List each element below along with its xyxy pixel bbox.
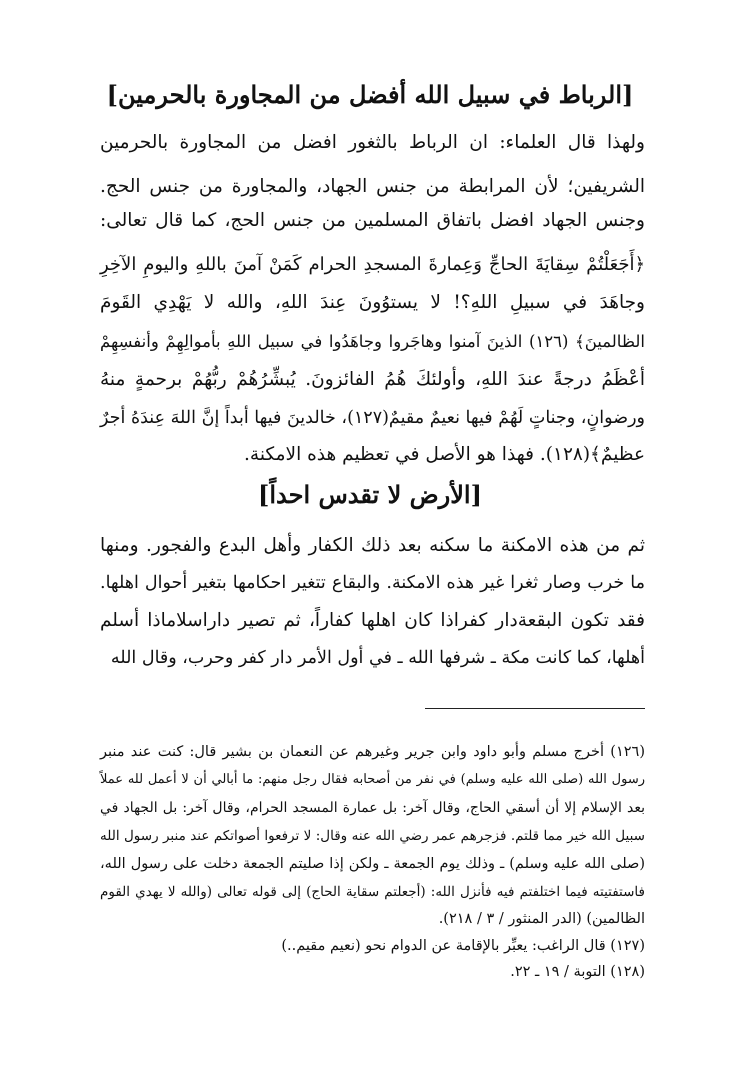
footnote-line: (١٢٧) قال الراغب: يعبِّر بالإقامة عن الدوام نحو (نعيم مقيم..) [281, 938, 645, 954]
body-line: وجنس الجهاد افضل باتفاق المسلمين من جنس الحج، كما قال تعالى: [100, 210, 645, 231]
footnote-separator [425, 708, 645, 709]
body-line: ما خرب وصار ثغرا غير هذه الامكنة. والبقاع تتغير احكامها بتغير أحوال اهلها. [100, 573, 645, 593]
body-line: ﴿أَجَعَلْتُمْ سِقايَةَ الحاجِّ وَعِمارةَ المسجدِ الحرام كَمَنْ آمنَ باللهِ واليومِ الآخِرِ [100, 254, 645, 275]
body-line: الشريفين؛ لأن المرابطة من جنس الجهاد، والمجاورة من جنس الحج. [100, 176, 645, 197]
body-line: عظيمٌ﴾(١٢٨). فهذا هو الأصل في تعظيم هذه الامكنة. [244, 444, 645, 465]
footnote-line: (صلى الله عليه وسلم) ـ وذلك يوم الجمعة ـ ولكن إذا صليتم الجمعة دخلت على رسول الله، [100, 856, 645, 872]
body-line: ولهذا قال العلماء: ان الرباط بالثغور افضل من المجاورة بالحرمين [100, 132, 645, 153]
body-line: وجاهَدَ في سبيلِ اللهِ؟! لا يستوُونَ عِندَ اللهِ، والله لا يَهْدِي القَومَ [100, 292, 645, 313]
section-heading-ribat: [الرباط في سبيل الله أفضل من المجاورة بالحرمين] [106, 80, 634, 109]
body-line: ثم من هذه الامكنة ما سكنه بعد ذلك الكفار وأهل البدع والفجور. ومنها [100, 535, 645, 556]
body-line: فقد تكون البقعةدار كفراذا كان اهلها كفاراً، ثم تصير داراسلاماذا أسلم [100, 610, 645, 631]
footnote-line: فاستفتيته فيما اختلفتم فيه فأنزل الله: (أجعلتم سقاية الحاج) إلى قوله تعالى (والله لا يهدي القوم [100, 884, 645, 900]
footnote-line: (١٢٨) التوبة / ١٩ ـ ٢٢. [510, 964, 645, 980]
footnote-line: بعد الإسلام إلا أن أسقي الحاج، وقال آخر: بل عمارة المسجد الحرام، وقال آخر: بل الجهاد في [100, 800, 645, 816]
footnote-line: رسول الله (صلى الله عليه وسلم) في نفر من أصحابه فقال رجل منهم: ما أبالي أن لا أعمل لله عملاً [100, 772, 645, 787]
body-line: ورضوانٍ، وجناتٍ لَهُمْ فيها نعيمٌ مقيمٌ(١٢٧)، خالدينَ فيها أبداً إنَّ اللهَ عِندَهُ أجرٌ [100, 408, 645, 428]
body-line: الظالمينَ﴾ (١٢٦) الذينَ آمنوا وهاجَروا وجاهَدُوا في سبيل اللهِ بأموالِهِمْ وأنفسِهِمْ [100, 332, 645, 351]
footnote-line: (١٢٦) أخرج مسلم وأبو داود وابن جرير وغيرهم عن النعمان بن بشير قال: كنت عند منبر [100, 744, 645, 760]
body-line: أهلها، كما كانت مكة ـ شرفها الله ـ في أول الأمر دار كفر وحرب، وقال الله [110, 648, 645, 668]
body-line: أعْظَمُ درجةً عندَ اللهِ، وأولئكَ هُمُ الفائزونَ. يُبشِّرُهُمْ ربُّهُمْ برحمةٍ منهُ [100, 369, 645, 390]
footnote-line: سبيل الله خير مما قلتم. فزجرهم عمر رضي الله عنه وقال: لا ترفعوا أصواتكم عند منبر رسول الله [100, 828, 645, 844]
footnote-line: الظالمين) (الدر المنثور / ٣ / ٢١٨). [438, 911, 645, 927]
section-heading-land: [الأرض لا تقدس احداً] [258, 480, 482, 509]
